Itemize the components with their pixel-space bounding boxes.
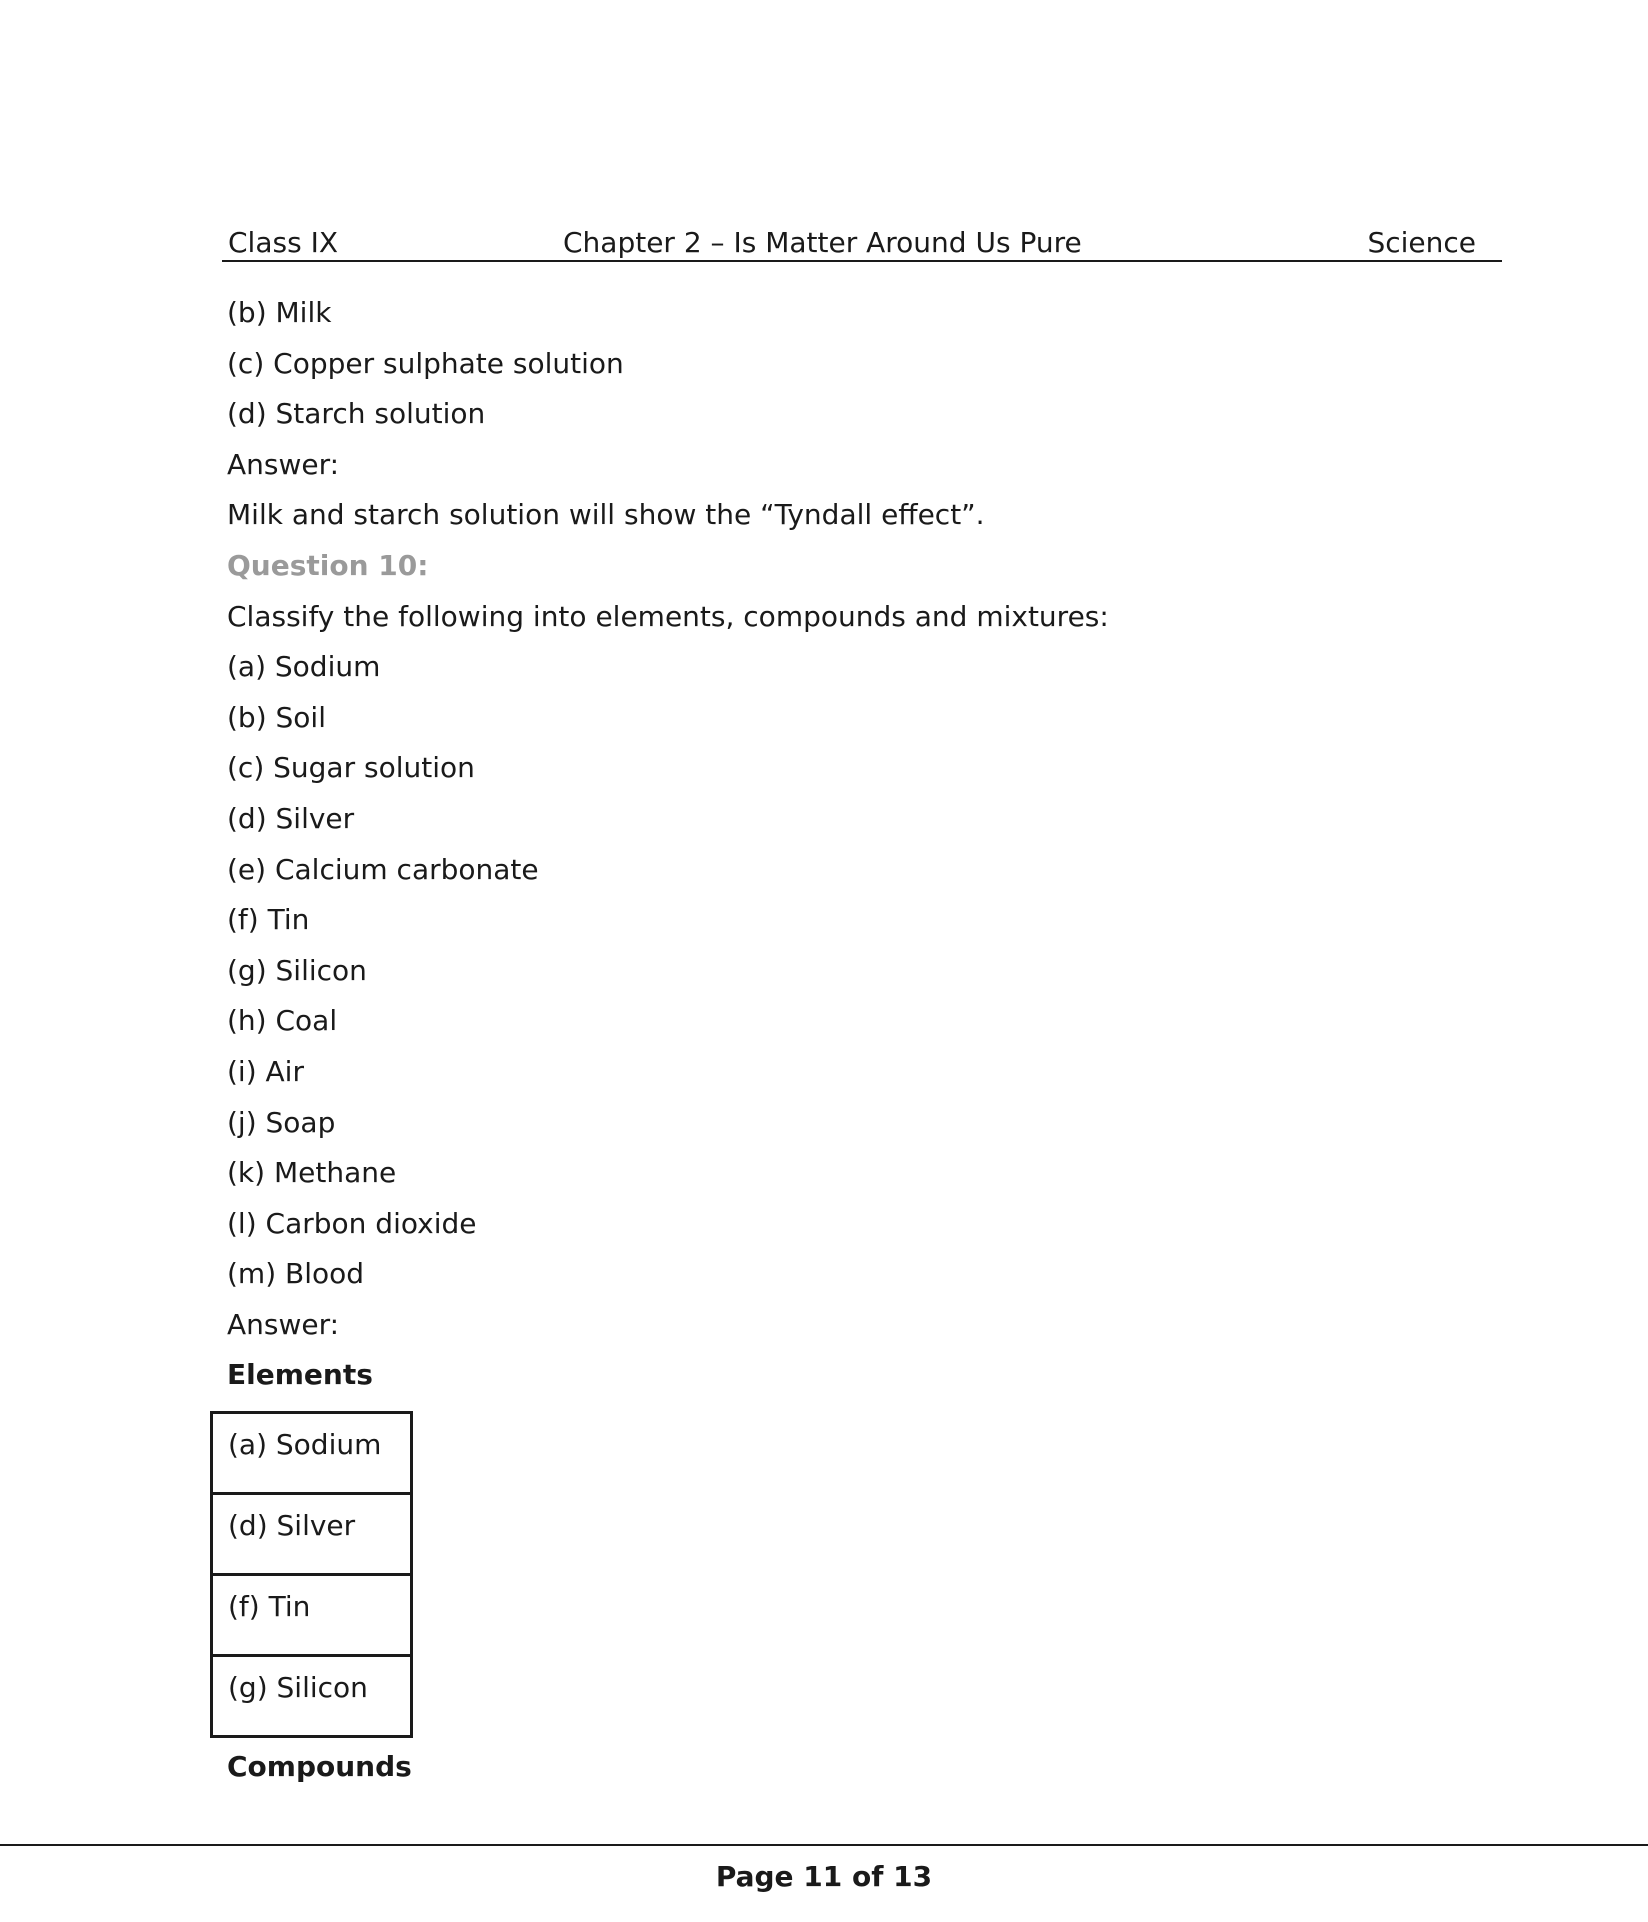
- table-cell-text: (a) Sodium: [228, 1428, 382, 1461]
- table-row: [212, 1575, 412, 1656]
- page-content: [227, 296, 1467, 1409]
- elements-table: [210, 1411, 413, 1738]
- answer-label: Answer:: [227, 447, 340, 481]
- header-subject: Science: [1367, 226, 1476, 259]
- question-option: (e) Calcium carbonate: [227, 852, 539, 886]
- option-line: (c) Copper sulphate solution: [227, 346, 624, 380]
- answer-label: Answer:: [227, 1307, 340, 1341]
- table-cell-text: (f) Tin: [228, 1590, 311, 1623]
- question-option: (g) Silicon: [227, 953, 367, 987]
- table-row: [212, 1413, 412, 1494]
- table-cell: [212, 1575, 412, 1656]
- footer-divider: [0, 1844, 1648, 1846]
- question-text: Classify the following into elements, compounds and mixtures:: [227, 599, 1109, 633]
- page-header: [222, 222, 1502, 262]
- question-option: (i) Air: [227, 1054, 304, 1088]
- question-option: (m) Blood: [227, 1257, 365, 1291]
- question-option: (l) Carbon dioxide: [227, 1206, 477, 1240]
- table-cell-text: (d) Silver: [228, 1509, 356, 1542]
- question-option: (k) Methane: [227, 1156, 397, 1190]
- question-option: (b) Soil: [227, 700, 326, 734]
- table-cell: [212, 1413, 412, 1494]
- table-row: [212, 1656, 412, 1737]
- elements-heading: Elements: [227, 1358, 373, 1392]
- question-option: (f) Tin: [227, 903, 310, 937]
- option-line: (b) Milk: [227, 296, 332, 329]
- question-option: (j) Soap: [227, 1105, 336, 1139]
- question-heading: Question 10:: [227, 548, 429, 582]
- table-row: [212, 1494, 412, 1575]
- question-option: (d) Silver: [227, 801, 355, 835]
- option-line: (d) Starch solution: [227, 397, 486, 431]
- header-chapter-title: Chapter 2 – Is Matter Around Us Pure: [563, 226, 1082, 259]
- question-option: (h) Coal: [227, 1004, 338, 1038]
- page-number: Page 11 of 13: [715, 1860, 933, 1893]
- table-cell-text: (g) Silicon: [228, 1671, 368, 1704]
- question-option: (c) Sugar solution: [227, 751, 475, 785]
- table-cell: [212, 1656, 412, 1737]
- table-cell: [212, 1494, 412, 1575]
- header-class-label: Class IX: [228, 226, 339, 259]
- compounds-heading: Compounds: [227, 1750, 412, 1783]
- answer-text: Milk and starch solution will show the “Tyndall effect”.: [227, 498, 985, 532]
- question-option: (a) Sodium: [227, 650, 381, 684]
